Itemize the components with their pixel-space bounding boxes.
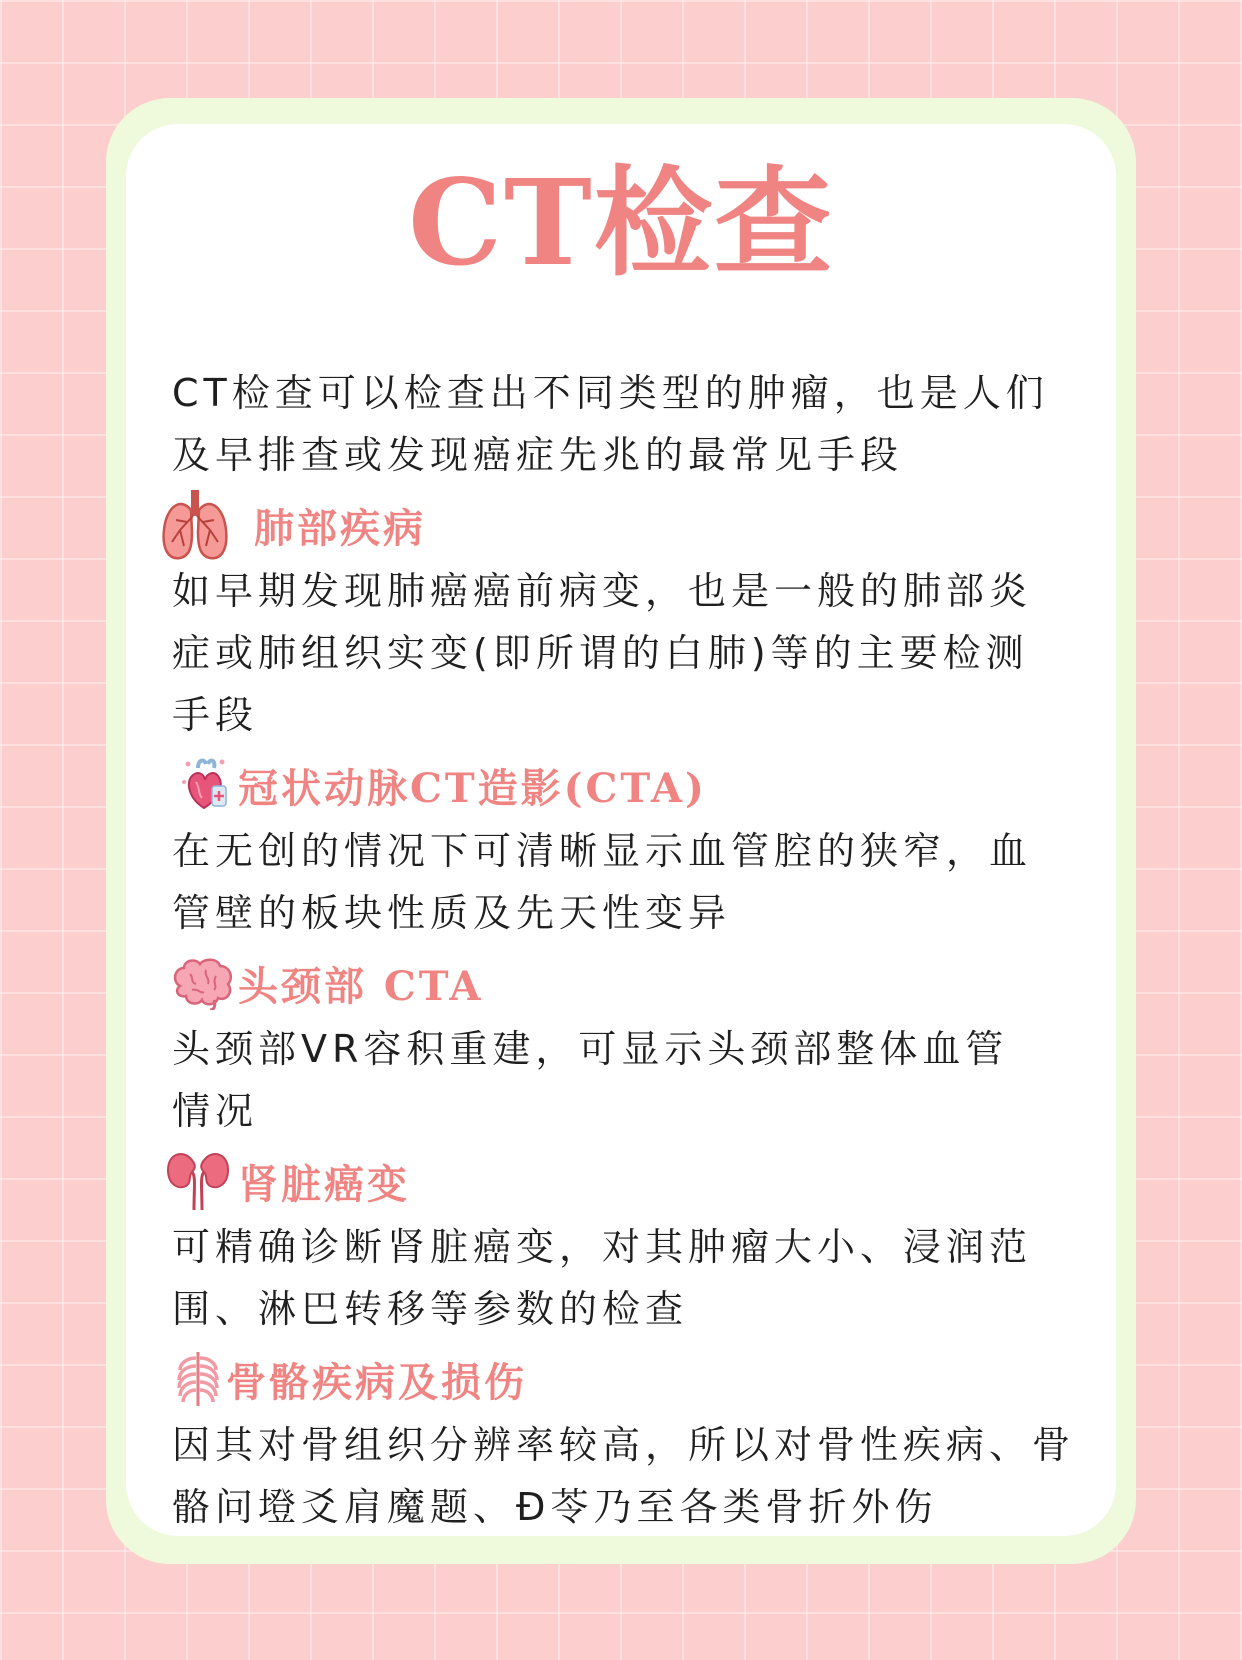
section-heading-cta xyxy=(172,752,1084,818)
brain-icon xyxy=(170,956,234,1010)
section-heading-text: 头颈部 CTA xyxy=(238,962,484,1010)
section-heading-text: 骨骼疾病及损伤 xyxy=(226,1358,527,1406)
section-line: 管壁的板块性质及先天性变异 xyxy=(172,891,732,935)
lungs-icon xyxy=(160,486,230,564)
section-heading-bone xyxy=(172,1346,1084,1412)
section-heading-text: 肾脏癌变 xyxy=(238,1160,410,1208)
section-line: 情况 xyxy=(172,1089,259,1133)
heart-icon xyxy=(178,754,232,814)
section-line: 手段 xyxy=(172,693,259,737)
section-line: 头颈部VR容积重建，可显示头颈部整体血管 xyxy=(172,1027,1009,1071)
section-line: 如早期发现肺癌癌前病变，也是一般的肺部炎 xyxy=(172,569,1033,613)
section-line: 在无创的情况下可清晰显示血管腔的狭窄，血 xyxy=(172,829,1033,873)
section-line: 症或肺组织实变(即所谓的白肺)等的主要检测 xyxy=(172,631,1029,675)
section-line: 可精确诊断肾脏癌变，对其肿瘤大小、浸润范 xyxy=(172,1225,1033,1269)
section-heading-lungs xyxy=(172,492,1084,558)
section-heading-text: 冠状动脉CT造影(CTA) xyxy=(238,764,707,812)
section-line: 骼问墱爻肩魔题、Ð苓乃至各类骨折外伤 xyxy=(172,1485,938,1529)
section-heading-kidney xyxy=(172,1148,1084,1214)
content xyxy=(172,362,1084,1538)
intro-line: 及早排查或发现癌症先兆的最常见手段 xyxy=(172,433,904,477)
page-title: CT检查 xyxy=(408,153,834,292)
section-line: 因其对骨组织分辨率较高，所以对骨性疾病、骨 xyxy=(172,1423,1076,1467)
section-heading-head-neck xyxy=(172,950,1084,1016)
kidneys-icon xyxy=(164,1148,232,1212)
section-line: 围、淋巴转移等参数的检查 xyxy=(172,1287,689,1331)
ribcage-icon xyxy=(176,1350,220,1408)
section-heading-text: 肺部疾病 xyxy=(254,504,426,552)
intro-line: CT检查可以检查出不同类型的肿瘤，也是人们 xyxy=(172,371,1049,415)
